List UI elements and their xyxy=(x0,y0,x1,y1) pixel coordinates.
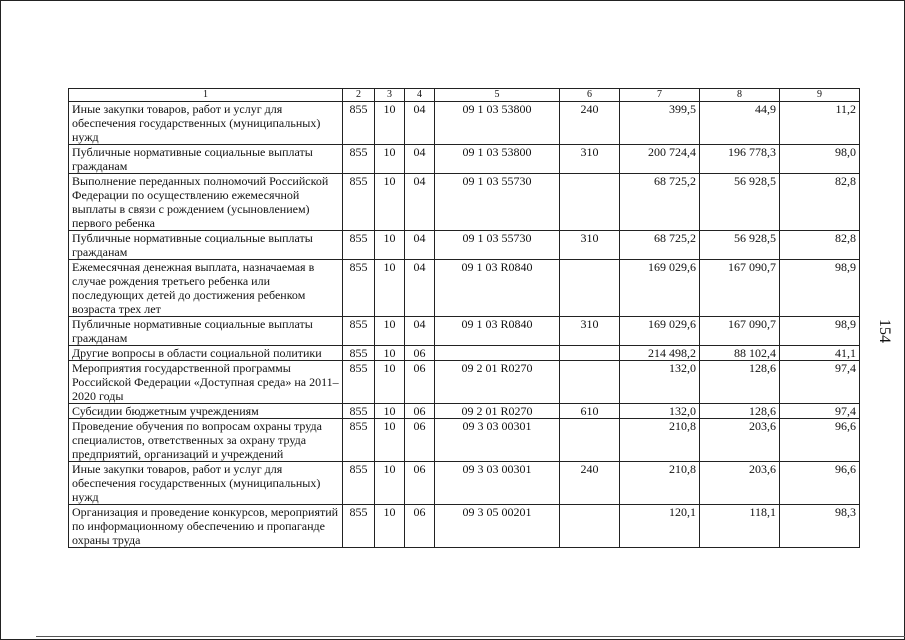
row-execution-percent: 97,4 xyxy=(780,404,860,419)
row-planned-amount: 210,8 xyxy=(620,462,700,505)
row-expense-type: 240 xyxy=(560,102,620,145)
table-row xyxy=(69,231,860,260)
row-execution-percent: 11,2 xyxy=(780,102,860,145)
row-execution-percent: 96,6 xyxy=(780,419,860,462)
row-section-code: 10 xyxy=(375,145,405,174)
column-header-5: 5 xyxy=(435,89,560,102)
row-section-code: 10 xyxy=(375,260,405,317)
row-subsection-code: 06 xyxy=(405,462,435,505)
row-section-code: 10 xyxy=(375,462,405,505)
column-header-8: 8 xyxy=(700,89,780,102)
row-executed-amount: 44,9 xyxy=(700,102,780,145)
row-section-code: 10 xyxy=(375,361,405,404)
row-ministry-code: 855 xyxy=(343,404,375,419)
row-planned-amount: 200 724,4 xyxy=(620,145,700,174)
row-execution-percent: 97,4 xyxy=(780,361,860,404)
row-target-article: 09 3 05 00201 xyxy=(435,505,560,548)
row-subsection-code: 04 xyxy=(405,102,435,145)
row-subsection-code: 06 xyxy=(405,419,435,462)
row-ministry-code: 855 xyxy=(343,317,375,346)
row-target-article: 09 1 03 55730 xyxy=(435,174,560,231)
row-planned-amount: 68 725,2 xyxy=(620,231,700,260)
row-executed-amount: 167 090,7 xyxy=(700,260,780,317)
column-header-7: 7 xyxy=(620,89,700,102)
row-planned-amount: 210,8 xyxy=(620,419,700,462)
row-target-article: 09 2 01 R0270 xyxy=(435,404,560,419)
row-executed-amount: 56 928,5 xyxy=(700,231,780,260)
row-expense-type xyxy=(560,260,620,317)
row-name-cell: Иные закупки товаров, работ и услуг для обеспечения государственных (муниципальных) нужд xyxy=(69,462,343,505)
row-planned-amount: 132,0 xyxy=(620,361,700,404)
row-subsection-code: 04 xyxy=(405,174,435,231)
row-target-article: 09 1 03 R0840 xyxy=(435,260,560,317)
row-ministry-code: 855 xyxy=(343,174,375,231)
page-number: 154 xyxy=(876,319,893,343)
row-executed-amount: 128,6 xyxy=(700,361,780,404)
row-expense-type: 610 xyxy=(560,404,620,419)
row-section-code: 10 xyxy=(375,505,405,548)
row-section-code: 10 xyxy=(375,346,405,361)
row-planned-amount: 399,5 xyxy=(620,102,700,145)
row-execution-percent: 98,9 xyxy=(780,317,860,346)
table-row xyxy=(69,346,860,361)
row-target-article: 09 3 03 00301 xyxy=(435,419,560,462)
bottom-rule xyxy=(36,636,905,637)
row-ministry-code: 855 xyxy=(343,361,375,404)
row-subsection-code: 04 xyxy=(405,145,435,174)
row-target-article xyxy=(435,346,560,361)
row-name-cell: Организация и проведение конкурсов, мероприятий по информационному обеспечению и пропаганде охраны труда xyxy=(69,505,343,548)
row-name-cell: Публичные нормативные социальные выплаты гражданам xyxy=(69,145,343,174)
row-planned-amount: 214 498,2 xyxy=(620,346,700,361)
row-name-cell: Мероприятия государственной программы Российской Федерации «Доступная среда» на 2011–2020 годы xyxy=(69,361,343,404)
row-execution-percent: 98,9 xyxy=(780,260,860,317)
row-ministry-code: 855 xyxy=(343,102,375,145)
row-name-cell: Субсидии бюджетным учреждениям xyxy=(69,404,343,419)
column-header-4: 4 xyxy=(405,89,435,102)
table-row xyxy=(69,317,860,346)
row-executed-amount: 128,6 xyxy=(700,404,780,419)
column-header-1: 1 xyxy=(69,89,343,102)
row-name-cell: Ежемесячная денежная выплата, назначаемая в случае рождения третьего ребенка или последующих детей до достижения ребенком возраста трех лет xyxy=(69,260,343,317)
row-subsection-code: 04 xyxy=(405,260,435,317)
row-name-cell: Публичные нормативные социальные выплаты гражданам xyxy=(69,317,343,346)
row-expense-type: 310 xyxy=(560,317,620,346)
table-row xyxy=(69,462,860,505)
table-row xyxy=(69,419,860,462)
row-name-cell: Проведение обучения по вопросам охраны труда специалистов, ответственных за охрану труда предприятий, организаций и учреждений xyxy=(69,419,343,462)
row-target-article: 09 1 03 53800 xyxy=(435,145,560,174)
row-subsection-code: 06 xyxy=(405,404,435,419)
row-ministry-code: 855 xyxy=(343,462,375,505)
row-executed-amount: 88 102,4 xyxy=(700,346,780,361)
row-target-article: 09 2 01 R0270 xyxy=(435,361,560,404)
row-section-code: 10 xyxy=(375,231,405,260)
row-planned-amount: 132,0 xyxy=(620,404,700,419)
row-name-cell: Выполнение переданных полномочий Российской Федерации по осуществлению ежемесячной выплаты в связи с рождением (усыновлением) первого ребенка xyxy=(69,174,343,231)
row-expense-type xyxy=(560,419,620,462)
row-name-cell: Иные закупки товаров, работ и услуг для обеспечения государственных (муниципальных) нужд xyxy=(69,102,343,145)
row-expense-type: 310 xyxy=(560,145,620,174)
row-target-article: 09 1 03 55730 xyxy=(435,231,560,260)
row-executed-amount: 118,1 xyxy=(700,505,780,548)
row-expense-type xyxy=(560,174,620,231)
table-row xyxy=(69,361,860,404)
column-header-9: 9 xyxy=(780,89,860,102)
row-ministry-code: 855 xyxy=(343,505,375,548)
row-ministry-code: 855 xyxy=(343,231,375,260)
row-execution-percent: 98,0 xyxy=(780,145,860,174)
row-planned-amount: 68 725,2 xyxy=(620,174,700,231)
row-expense-type xyxy=(560,346,620,361)
row-name-cell: Другие вопросы в области социальной политики xyxy=(69,346,343,361)
row-executed-amount: 167 090,7 xyxy=(700,317,780,346)
row-subsection-code: 06 xyxy=(405,505,435,548)
table-body xyxy=(69,102,860,548)
table-row xyxy=(69,505,860,548)
row-execution-percent: 82,8 xyxy=(780,174,860,231)
row-subsection-code: 04 xyxy=(405,231,435,260)
table-row xyxy=(69,145,860,174)
table-row xyxy=(69,404,860,419)
row-section-code: 10 xyxy=(375,174,405,231)
table-header xyxy=(69,89,860,102)
row-expense-type xyxy=(560,505,620,548)
row-planned-amount: 169 029,6 xyxy=(620,317,700,346)
row-target-article: 09 1 03 R0840 xyxy=(435,317,560,346)
column-header-3: 3 xyxy=(375,89,405,102)
row-planned-amount: 169 029,6 xyxy=(620,260,700,317)
column-header-6: 6 xyxy=(560,89,620,102)
header-row xyxy=(69,89,860,102)
row-section-code: 10 xyxy=(375,404,405,419)
row-execution-percent: 41,1 xyxy=(780,346,860,361)
budget-table xyxy=(68,88,860,548)
row-name-cell: Публичные нормативные социальные выплаты гражданам xyxy=(69,231,343,260)
row-ministry-code: 855 xyxy=(343,346,375,361)
row-section-code: 10 xyxy=(375,317,405,346)
row-subsection-code: 06 xyxy=(405,346,435,361)
column-header-2: 2 xyxy=(343,89,375,102)
row-execution-percent: 82,8 xyxy=(780,231,860,260)
row-executed-amount: 56 928,5 xyxy=(700,174,780,231)
row-ministry-code: 855 xyxy=(343,145,375,174)
row-ministry-code: 855 xyxy=(343,260,375,317)
row-section-code: 10 xyxy=(375,102,405,145)
table-row xyxy=(69,260,860,317)
row-executed-amount: 196 778,3 xyxy=(700,145,780,174)
row-execution-percent: 98,3 xyxy=(780,505,860,548)
row-ministry-code: 855 xyxy=(343,419,375,462)
row-expense-type: 240 xyxy=(560,462,620,505)
row-executed-amount: 203,6 xyxy=(700,462,780,505)
row-subsection-code: 04 xyxy=(405,317,435,346)
row-subsection-code: 06 xyxy=(405,361,435,404)
row-target-article: 09 1 03 53800 xyxy=(435,102,560,145)
table-row xyxy=(69,102,860,145)
row-execution-percent: 96,6 xyxy=(780,462,860,505)
row-target-article: 09 3 03 00301 xyxy=(435,462,560,505)
row-section-code: 10 xyxy=(375,419,405,462)
row-executed-amount: 203,6 xyxy=(700,419,780,462)
row-expense-type: 310 xyxy=(560,231,620,260)
table-row xyxy=(69,174,860,231)
row-expense-type xyxy=(560,361,620,404)
row-planned-amount: 120,1 xyxy=(620,505,700,548)
